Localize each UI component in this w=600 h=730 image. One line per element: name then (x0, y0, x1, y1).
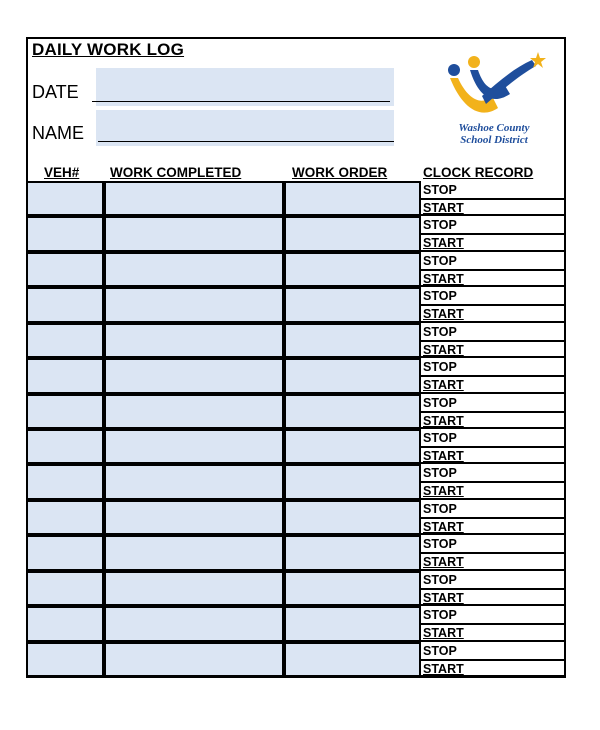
clock-stop-line (419, 411, 566, 413)
work-order-cell[interactable] (284, 252, 421, 287)
clock-stop-label: STOP (423, 644, 457, 658)
clock-stop-line (419, 552, 566, 554)
clock-stop-label: STOP (423, 360, 457, 374)
clock-start-label: START (423, 555, 464, 569)
clock-record-cell[interactable] (419, 252, 566, 287)
veh-cell[interactable] (26, 535, 104, 571)
work-order-cell[interactable] (284, 606, 421, 642)
clock-start-label: START (423, 414, 464, 428)
col-header-veh: VEH# (44, 165, 80, 180)
clock-stop-line (419, 623, 566, 625)
date-label: DATE (32, 82, 79, 102)
clock-stop-label: STOP (423, 396, 457, 410)
clock-stop-line (419, 659, 566, 661)
clock-stop-label: STOP (423, 537, 457, 551)
clock-start-label: START (423, 591, 464, 605)
veh-cell[interactable] (26, 500, 104, 535)
clock-record-cell[interactable] (419, 500, 566, 535)
veh-cell[interactable] (26, 323, 104, 358)
clock-stop-line (419, 517, 566, 519)
work-order-cell[interactable] (284, 323, 421, 358)
logo-text-line2: School District (460, 134, 528, 146)
clock-stop-line (419, 233, 566, 235)
clock-stop-label: STOP (423, 573, 457, 587)
clock-record-cell[interactable] (419, 464, 566, 500)
clock-stop-line (419, 375, 566, 377)
clock-stop-line (419, 481, 566, 483)
veh-cell[interactable] (26, 287, 104, 323)
clock-stop-line (419, 269, 566, 271)
veh-cell[interactable] (26, 571, 104, 606)
clock-start-label: START (423, 343, 464, 357)
clock-record-cell[interactable] (419, 181, 566, 216)
clock-record-cell[interactable] (419, 358, 566, 394)
clock-record-cell[interactable] (419, 287, 566, 323)
clock-record-cell[interactable] (419, 323, 566, 358)
logo-text-line1: Washoe County (458, 122, 530, 134)
work-order-cell[interactable] (284, 535, 421, 571)
work-completed-cell[interactable] (104, 358, 284, 394)
clock-stop-line (419, 588, 566, 590)
clock-stop-label: STOP (423, 254, 457, 268)
work-completed-cell[interactable] (104, 252, 284, 287)
clock-stop-label: STOP (423, 608, 457, 622)
work-order-cell[interactable] (284, 464, 421, 500)
work-completed-cell[interactable] (104, 429, 284, 464)
clock-stop-line (419, 304, 566, 306)
work-order-cell[interactable] (284, 642, 421, 677)
name-label: NAME (32, 123, 85, 143)
work-completed-cell[interactable] (104, 606, 284, 642)
veh-cell[interactable] (26, 252, 104, 287)
clock-stop-label: STOP (423, 289, 457, 303)
clock-record-cell[interactable] (419, 429, 566, 464)
clock-stop-label: STOP (423, 466, 457, 480)
clock-stop-line (419, 340, 566, 342)
veh-cell[interactable] (26, 358, 104, 394)
work-completed-cell[interactable] (104, 642, 284, 677)
clock-start-label: START (423, 449, 464, 463)
work-completed-cell[interactable] (104, 216, 284, 252)
veh-cell[interactable] (26, 606, 104, 642)
veh-cell[interactable] (26, 464, 104, 500)
clock-stop-label: STOP (423, 183, 457, 197)
clock-start-label: START (423, 307, 464, 321)
work-order-cell[interactable] (284, 500, 421, 535)
clock-record-cell[interactable] (419, 216, 566, 252)
work-completed-cell[interactable] (104, 571, 284, 606)
clock-start-label: START (423, 520, 464, 534)
work-order-cell[interactable] (284, 358, 421, 394)
col-header-work-completed: WORK COMPLETED (110, 165, 242, 180)
work-order-cell[interactable] (284, 571, 421, 606)
veh-cell[interactable] (26, 429, 104, 464)
date-line (92, 101, 390, 102)
work-order-cell[interactable] (284, 394, 421, 429)
clock-start-label: START (423, 484, 464, 498)
clock-stop-label: STOP (423, 502, 457, 516)
work-order-cell[interactable] (284, 287, 421, 323)
work-completed-cell[interactable] (104, 287, 284, 323)
work-completed-cell[interactable] (104, 464, 284, 500)
clock-stop-label: STOP (423, 431, 457, 445)
clock-stop-line (419, 198, 566, 200)
clock-record-cell[interactable] (419, 394, 566, 429)
col-header-work-order: WORK ORDER (292, 165, 388, 180)
veh-cell[interactable] (26, 216, 104, 252)
work-order-cell[interactable] (284, 429, 421, 464)
work-order-cell[interactable] (284, 216, 421, 252)
clock-stop-label: STOP (423, 218, 457, 232)
work-completed-cell[interactable] (104, 323, 284, 358)
form-title: DAILY WORK LOG (32, 40, 185, 59)
clock-stop-label: STOP (423, 325, 457, 339)
clock-start-label: START (423, 662, 464, 676)
work-completed-cell[interactable] (104, 394, 284, 429)
work-completed-cell[interactable] (104, 181, 284, 216)
clock-record-cell[interactable] (419, 642, 566, 677)
veh-cell[interactable] (26, 181, 104, 216)
clock-start-label: START (423, 201, 464, 215)
veh-cell[interactable] (26, 394, 104, 429)
name-line (98, 141, 394, 142)
veh-cell[interactable] (26, 642, 104, 677)
clock-start-line (419, 675, 566, 677)
clock-record-cell[interactable] (419, 606, 566, 642)
clock-stop-line (419, 446, 566, 448)
clock-start-label: START (423, 626, 464, 640)
col-header-clock-record: CLOCK RECORD (423, 165, 534, 180)
work-order-cell[interactable] (284, 181, 421, 216)
work-completed-cell[interactable] (104, 535, 284, 571)
clock-start-label: START (423, 272, 464, 286)
clock-record-cell[interactable] (419, 571, 566, 606)
work-completed-cell[interactable] (104, 500, 284, 535)
clock-start-label: START (423, 236, 464, 250)
clock-record-cell[interactable] (419, 535, 566, 571)
clock-start-label: START (423, 378, 464, 392)
